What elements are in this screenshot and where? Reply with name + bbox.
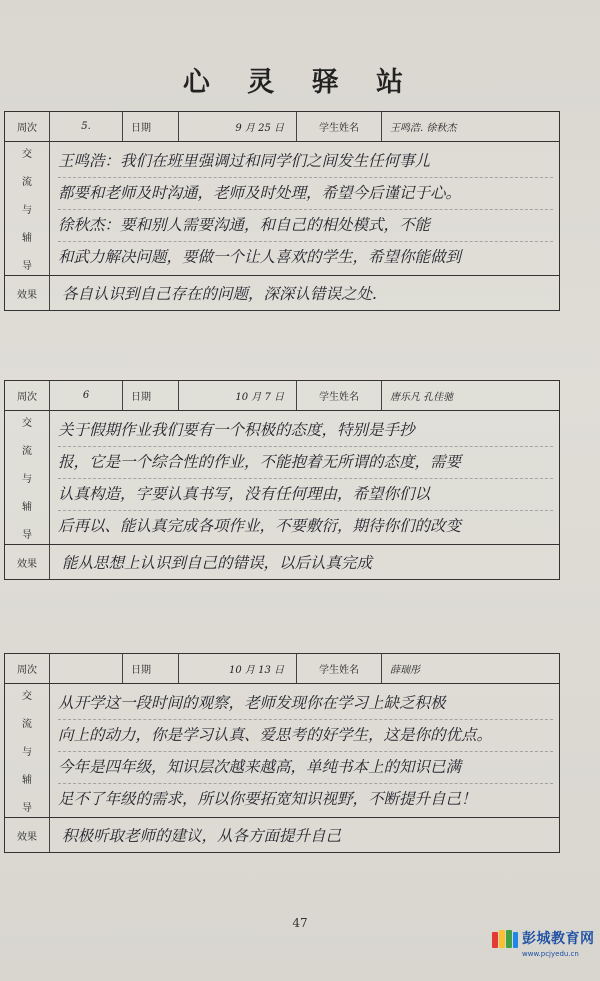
side-char: 流 [22,446,32,457]
record-body [5,142,559,276]
page-number: 47 [292,916,308,930]
side-char: 交 [22,691,32,702]
side-char: 辅 [22,502,32,513]
side-char: 与 [22,747,32,758]
handwritten-line: 向上的动力，你是学习认真、爱思考的好学生，这是你的优点。 [58,720,553,752]
student-name-value: 唐乐凡 孔佳驰 [390,392,454,403]
record-3 [4,653,560,853]
date-value: 10 月 7 日 [179,381,297,410]
side-char: 导 [22,803,32,814]
side-label [5,142,50,275]
effect-label: 效果 [5,818,50,852]
week-value: 5. [50,112,123,141]
student-name-value: 王鸣浩. 徐秋杰 [390,123,457,134]
record-1 [4,111,560,311]
record-header [5,381,559,411]
side-label [5,411,50,544]
handwritten-lines [50,142,559,275]
side-char: 导 [22,261,32,272]
watermark-name: 彭城教育网 [522,931,595,947]
handwritten-lines [50,411,559,544]
effect-value: 积极听取老师的建议，从各方面提升自己 [62,827,342,845]
effect-value: 各自认识到自己存在的问题，深深认错误之处. [62,285,377,303]
side-char: 交 [22,418,32,429]
handwritten-line: 徐秋杰：要和别人需要沟通，和自己的相处模式，不能 [58,210,553,242]
book-logo-icon [490,928,520,952]
date-label: 日期 [123,654,179,683]
record-header [5,112,559,142]
side-label [5,684,50,817]
handwritten-line: 关于假期作业我们要有一个积极的态度，特别是手抄 [58,415,553,447]
handwritten-line: 和武力解决问题，要做一个让人喜欢的学生，希望你能做到 [58,248,462,266]
side-char: 与 [22,474,32,485]
handwritten-line: 都要和老师及时沟通，老师及时处理，希望今后谨记于心。 [58,178,553,210]
week-label: 周次 [5,112,50,141]
side-char: 与 [22,205,32,216]
week-value: 6 [50,381,123,410]
date-label: 日期 [123,381,179,410]
date-label: 日期 [123,112,179,141]
handwritten-line: 今年是四年级，知识层次越来越高，单纯书本上的知识已满 [58,752,553,784]
page-title: 心 灵 驿 站 [182,67,418,98]
effect-row [5,818,559,852]
handwritten-line: 报，它是一个综合性的作业，不能抱着无所谓的态度，需要 [58,447,553,479]
date-value: 9 月 25 日 [179,112,297,141]
effect-row [5,276,559,310]
record-body [5,411,559,545]
effect-label: 效果 [5,276,50,310]
watermark [490,926,596,974]
effect-row [5,545,559,579]
side-char: 流 [22,177,32,188]
handwritten-line: 后再以、能认真完成各项作业，不要敷衍，期待你们的改变 [58,517,462,535]
handwritten-line: 王鸣浩：我们在班里强调过和同学们之间发生任何事儿 [58,146,553,178]
handwritten-line: 认真构造，字要认真书写，没有任何理由，希望你们以 [58,479,553,511]
handwritten-lines [50,684,559,817]
student-name-label: 学生姓名 [297,654,382,683]
date-value: 10 月 13 日 [179,654,297,683]
student-name-label: 学生姓名 [297,381,382,410]
week-label: 周次 [5,654,50,683]
side-char: 导 [22,530,32,541]
handwritten-line: 足不了年级的需求，所以你要拓宽知识视野，不断提升自己！ [58,790,477,808]
side-char: 流 [22,719,32,730]
week-value [50,654,123,683]
side-char: 辅 [22,233,32,244]
student-name-label: 学生姓名 [297,112,382,141]
effect-label: 效果 [5,545,50,579]
handwritten-line: 从开学这一段时间的观察，老师发现你在学习上缺乏积极 [58,688,553,720]
effect-value: 能从思想上认识到自己的错误，以后认真完成 [62,554,373,572]
week-label: 周次 [5,381,50,410]
record-header [5,654,559,684]
record-body [5,684,559,818]
watermark-url: www.pcjyedu.cn [522,950,579,958]
record-2 [4,380,560,580]
side-char: 交 [22,149,32,160]
student-name-value: 薛瑞彤 [390,665,420,676]
side-char: 辅 [22,775,32,786]
